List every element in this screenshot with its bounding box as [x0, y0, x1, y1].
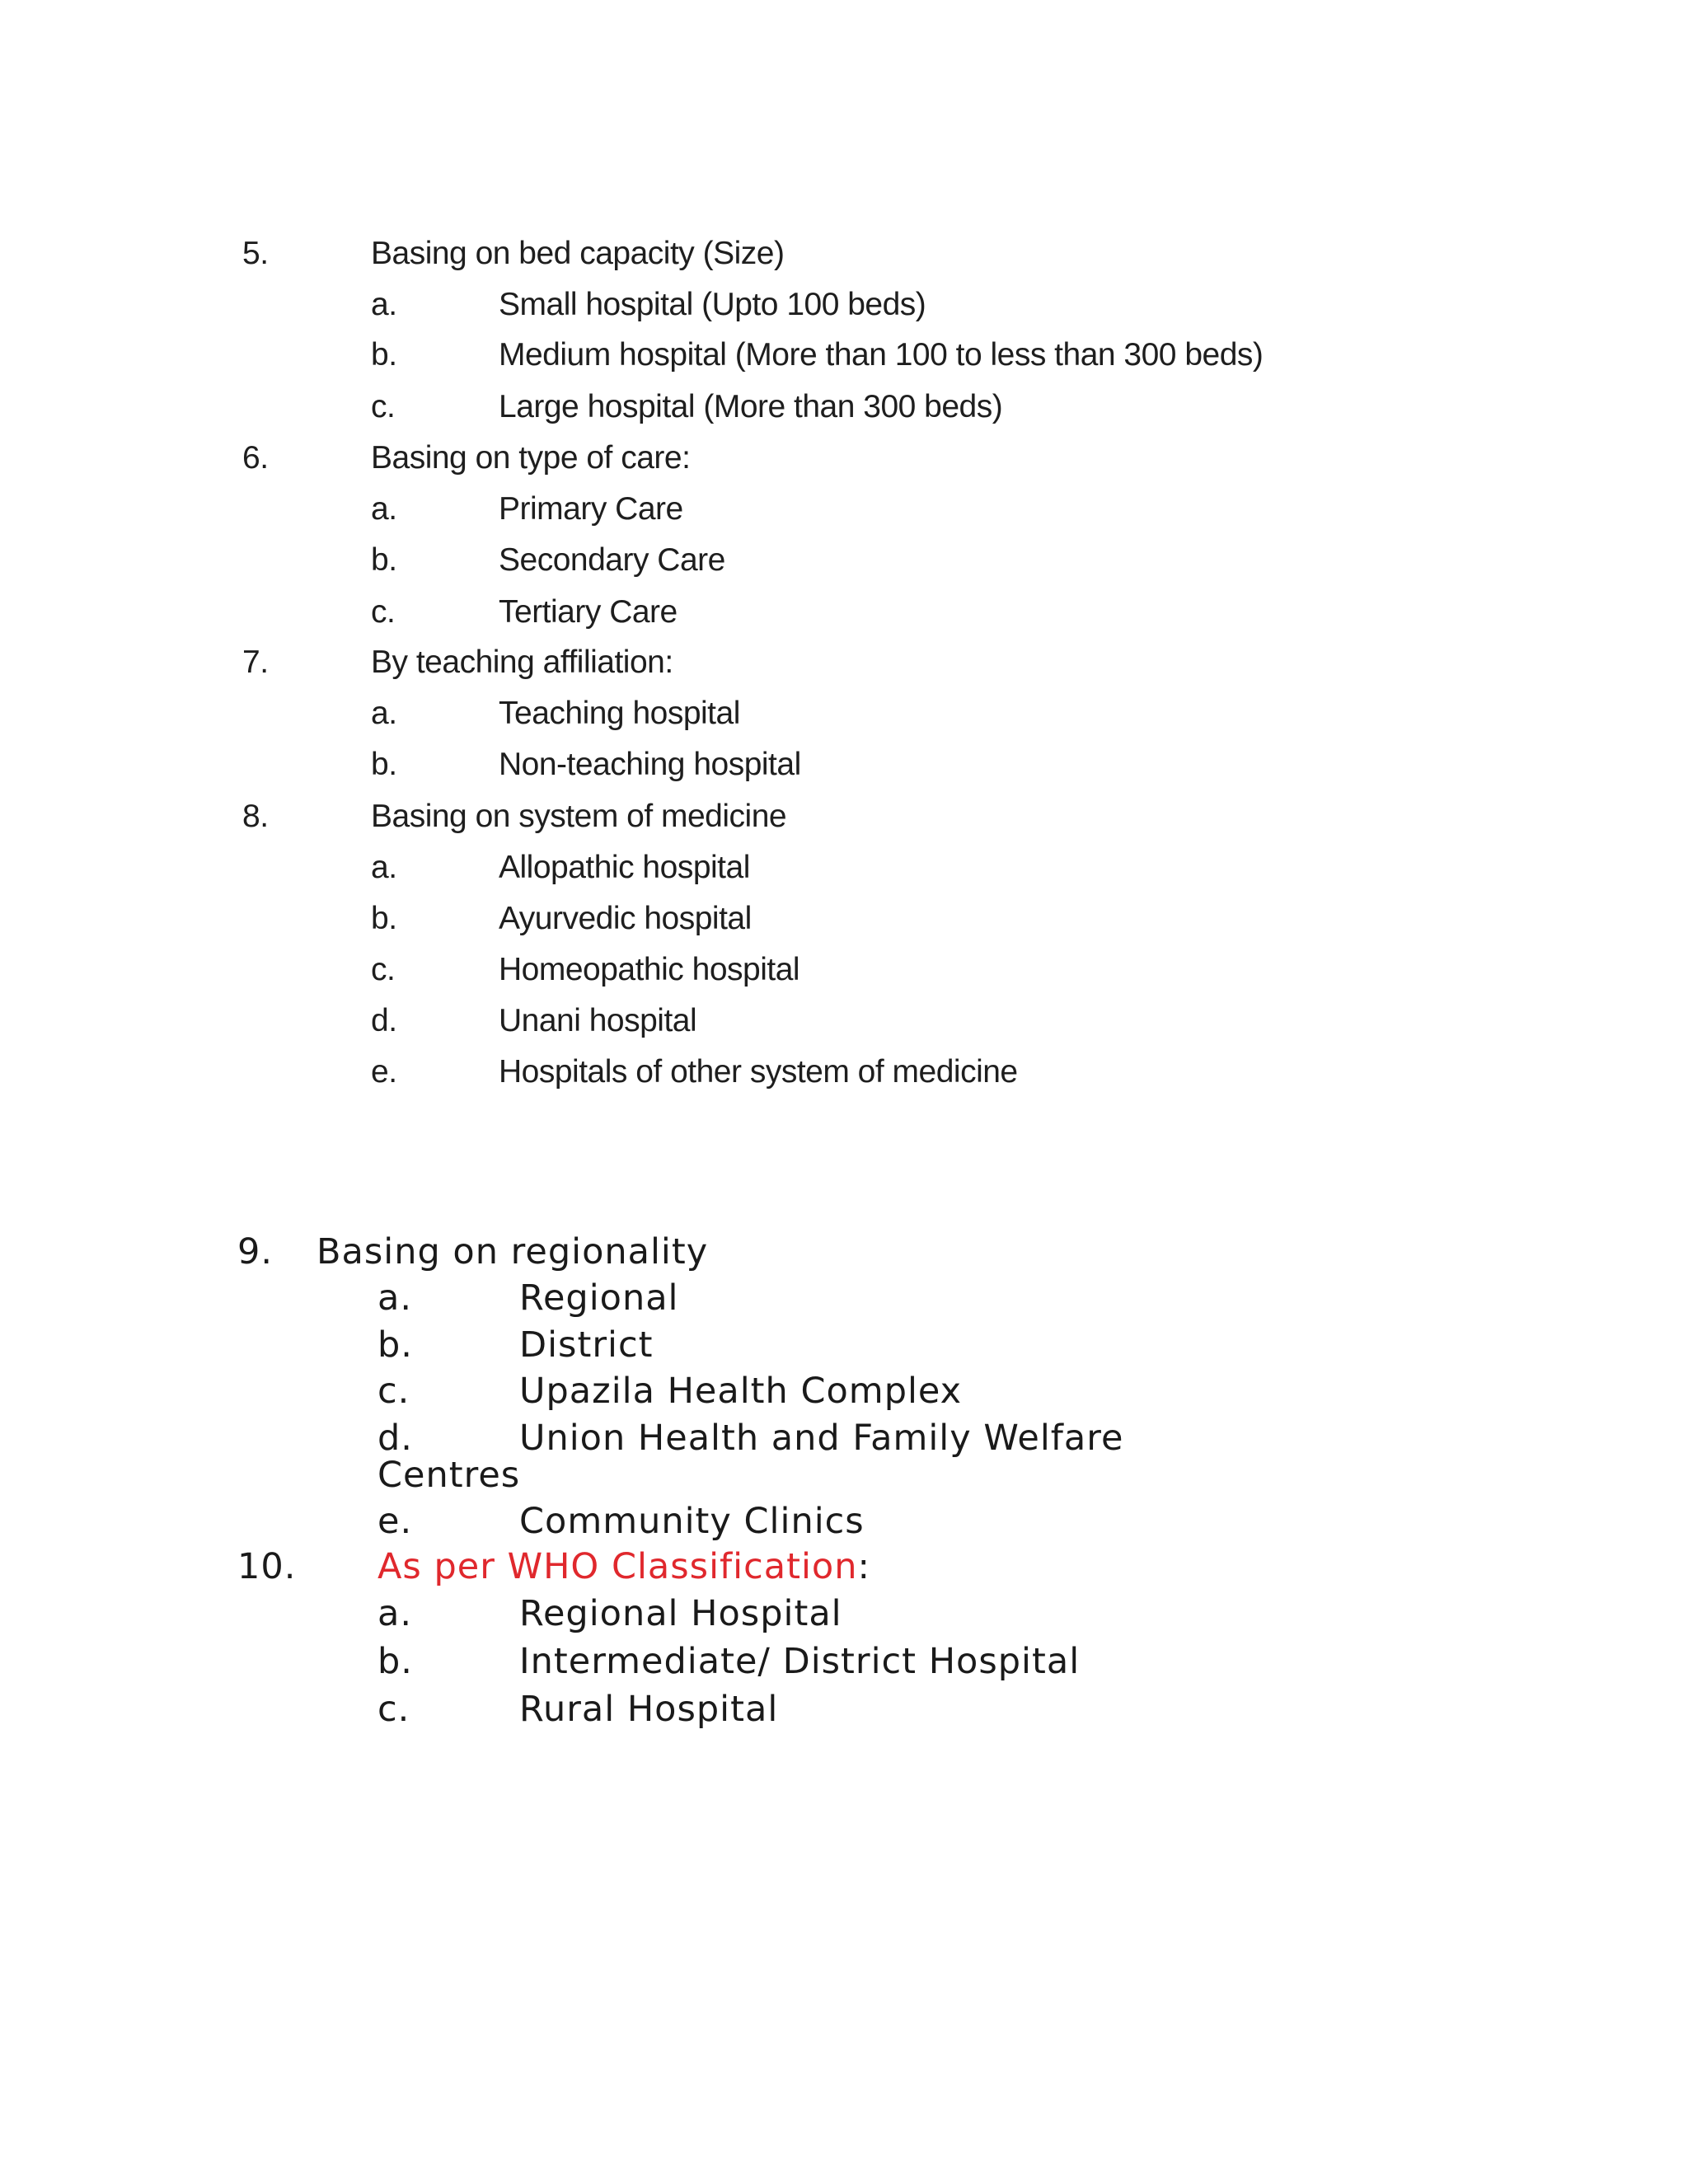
item-heading: Basing on bed capacity (Size) [371, 236, 785, 271]
sub-letter: e. [371, 1054, 397, 1090]
sub-text: Rural Hospital [519, 1689, 779, 1730]
sub-text: Unani hospital [499, 1003, 697, 1038]
sub-letter: d. [377, 1418, 413, 1459]
sub-letter: a. [371, 287, 397, 322]
item-number: 5. [242, 236, 269, 271]
sub-letter: c. [371, 389, 396, 424]
sub-text: Teaching hospital [499, 696, 740, 731]
sub-text: Medium hospital (More than 100 to less than 300 beds) [499, 337, 1264, 373]
sub-letter: a. [371, 696, 397, 731]
sub-text: Allopathic hospital [499, 850, 750, 885]
sub-letter: c. [371, 594, 396, 630]
sub-text-continuation: Centres [377, 1455, 521, 1496]
sub-letter: b. [371, 542, 397, 578]
sub-text: Union Health and Family Welfare [519, 1418, 1124, 1459]
item-heading: Basing on type of care: [371, 440, 691, 476]
sub-text: Ayurvedic hospital [499, 901, 752, 936]
sub-text: Hospitals of other system of medicine [499, 1054, 1018, 1090]
sub-text: Secondary Care [499, 542, 725, 578]
who-classification-highlight: As per WHO Classification [377, 1546, 858, 1587]
sub-text: District [519, 1324, 654, 1366]
sub-letter: c. [371, 952, 396, 987]
sub-text: Upazila Health Complex [519, 1371, 963, 1412]
item-number: 8. [242, 799, 269, 834]
sub-text: Regional Hospital [519, 1593, 842, 1634]
sub-letter: a. [377, 1593, 413, 1634]
sub-letter: a. [371, 850, 397, 885]
item-heading: By teaching affiliation: [371, 644, 673, 680]
sub-text: Small hospital (Upto 100 beds) [499, 287, 926, 322]
item-heading [377, 1546, 870, 1587]
item-number: 10. [237, 1546, 297, 1587]
sub-text: Large hospital (More than 300 beds) [499, 389, 1003, 424]
sub-text: Tertiary Care [499, 594, 678, 630]
sub-text: Intermediate/ District Hospital [519, 1641, 1081, 1682]
sub-letter: b. [371, 747, 397, 782]
sub-letter: d. [371, 1003, 397, 1038]
sub-text: Regional [519, 1277, 679, 1319]
sub-letter: c. [377, 1689, 410, 1730]
sub-letter: c. [377, 1371, 410, 1412]
sub-letter: b. [371, 901, 397, 936]
sub-letter: b. [377, 1324, 413, 1366]
sub-text: Community Clinics [519, 1501, 865, 1542]
sub-letter: e. [377, 1501, 413, 1542]
item-number: 6. [242, 440, 269, 476]
heading-suffix: : [857, 1546, 870, 1587]
item-number: 9. [237, 1231, 274, 1272]
sub-text: Non-teaching hospital [499, 747, 801, 782]
item-heading: Basing on regionality [316, 1231, 709, 1272]
sub-text: Primary Care [499, 491, 683, 527]
item-number: 7. [242, 644, 269, 680]
sub-letter: a. [371, 491, 397, 527]
item-heading: Basing on system of medicine [371, 799, 787, 834]
sub-letter: b. [377, 1641, 413, 1682]
sub-letter: a. [377, 1277, 413, 1319]
sub-text: Homeopathic hospital [499, 952, 800, 987]
sub-letter: b. [371, 337, 397, 373]
